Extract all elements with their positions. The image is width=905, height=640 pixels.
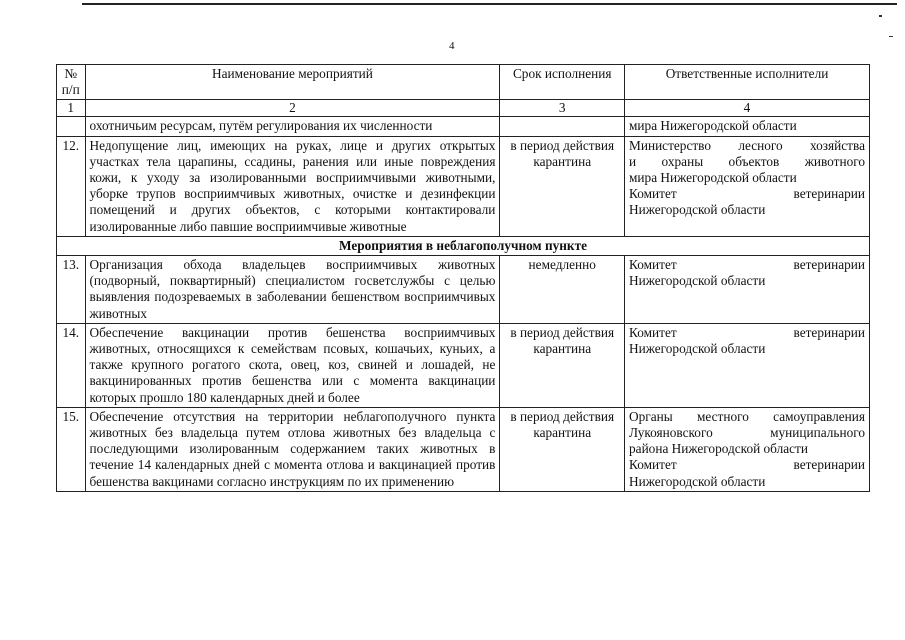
responsible-line: Комитет ветеринарии xyxy=(629,257,865,273)
responsible-line: Нижегородской области xyxy=(629,202,766,218)
responsible-line: Лукояновского муниципального xyxy=(629,425,865,441)
responsible-line: Комитет ветеринарии xyxy=(629,457,865,473)
responsible-line: района Нижегородской области xyxy=(629,441,808,457)
scan-speck xyxy=(889,36,893,37)
page-number: 4 xyxy=(449,40,455,52)
header-responsible: Ответственные исполнители xyxy=(625,65,870,100)
responsible-line: Министерство лесного хозяйства xyxy=(629,137,865,153)
responsible-line: Комитет ветеринарии xyxy=(629,186,865,202)
measures-table xyxy=(56,64,870,492)
row-term: в период действия карантина xyxy=(500,323,625,407)
responsible-line: Комитет ветеринарии xyxy=(629,324,865,340)
responsible-line: и охраны объектов животного xyxy=(629,153,865,169)
responsible-line: Нижегородской области xyxy=(629,473,766,489)
row-term: в период действия карантина xyxy=(500,136,625,236)
row-measure: Обеспечение отсутствия на территории неблагополучного пункта животных без владельца путем отлова животных без владельца с последующими изолированным содержанием таких животных в течение 14 календарных дней с момента отлова и вакцинацией против бешенства вакцинами согласно инструкциям по их применению xyxy=(85,407,500,491)
row-number: 12. xyxy=(57,136,86,236)
row-term: в период действия карантина xyxy=(500,407,625,491)
row-responsible xyxy=(625,407,870,491)
row-measure: охотничьим ресурсам, путём регулирования их численности xyxy=(85,117,500,136)
responsible-line: Органы местного самоуправления xyxy=(629,408,865,424)
row-responsible xyxy=(625,256,870,324)
row-measure: Недопущение лиц, имеющих на руках, лице и других открытых участках тела царапины, ссадины, ранения или иные повреждения кожи, к уходу за изолированными восприимчивыми животными, уборке трупов восприимчивых животных, очистке и дезинфекции помещений и других объектов, с которыми контактировали изолированные либо павшие восприимчивые животные xyxy=(85,136,500,236)
table-header-row xyxy=(57,65,870,100)
row-number xyxy=(57,117,86,136)
row-term: немедленно xyxy=(500,256,625,324)
column-index: 4 xyxy=(625,100,870,117)
row-measure: Обеспечение вакцинации против бешенства восприимчивых животных, относящихся к семействам псовых, кошачьих, куньих, а также крупного рогатого скота, овец, коз, свиней и лошадей, не вакцинированных против бешенства или с момента вакцинации которых прошло 180 календарных дней и более xyxy=(85,323,500,407)
column-index: 2 xyxy=(85,100,500,117)
column-index-row xyxy=(57,100,870,117)
section-title: Мероприятия в неблагополучном пункте xyxy=(57,236,870,255)
table-row xyxy=(57,117,870,136)
table-row xyxy=(57,256,870,324)
responsible-line: Нижегородской области xyxy=(629,273,766,289)
responsible-line: мира Нижегородской области xyxy=(629,170,797,186)
section-row xyxy=(57,236,870,255)
row-measure: Организация обхода владельцев восприимчивых животных (подворный, поквартирный) специалистом госветслужбы с целью выявления подозреваемых в заболевании бешенством восприимчивых животных xyxy=(85,256,500,324)
row-number: 14. xyxy=(57,323,86,407)
row-responsible xyxy=(625,136,870,236)
scan-speck xyxy=(879,15,882,17)
column-index: 3 xyxy=(500,100,625,117)
row-number: 15. xyxy=(57,407,86,491)
header-num: № п/п xyxy=(57,65,86,100)
row-responsible: мира Нижегородской области xyxy=(625,117,870,136)
row-responsible xyxy=(625,323,870,407)
row-number: 13. xyxy=(57,256,86,324)
table-row xyxy=(57,323,870,407)
table-row xyxy=(57,407,870,491)
row-term xyxy=(500,117,625,136)
responsible-line: Нижегородской области xyxy=(629,341,766,357)
header-term: Срок исполнения xyxy=(500,65,625,100)
table-row xyxy=(57,136,870,236)
top-rule xyxy=(82,3,897,5)
header-name: Наименование мероприятий xyxy=(85,65,500,100)
column-index: 1 xyxy=(57,100,86,117)
